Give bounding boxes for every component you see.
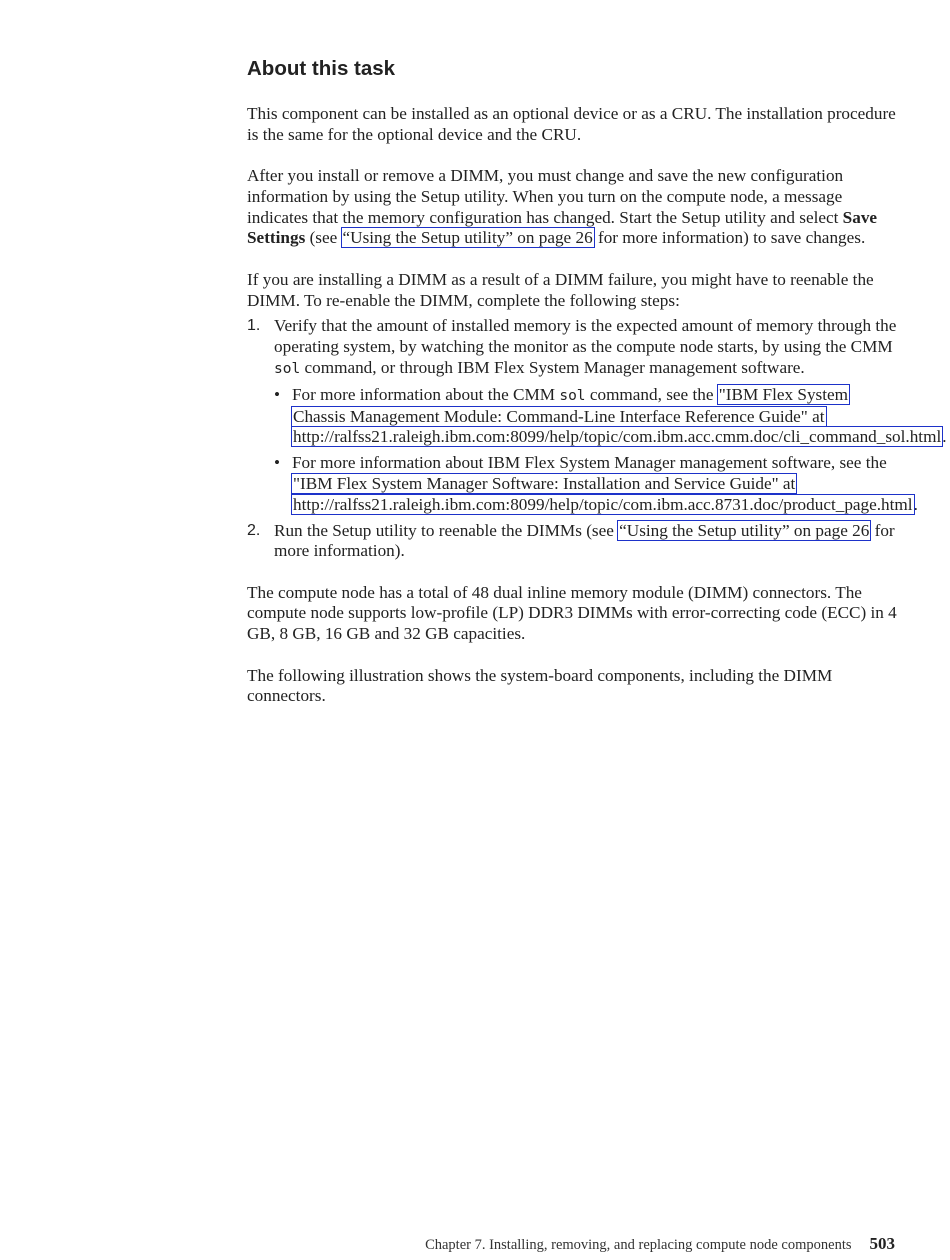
- step-number: 1.: [247, 317, 261, 335]
- bullet-text-before: For more information about IBM Flex System Manager management software, see the: [292, 453, 887, 473]
- paragraph-illustration-intro: The following illustration shows the system-board components, including the DIMM connectors.: [247, 665, 833, 706]
- step-text-before: Verify that the amount of installed memory is the expected amount of memory through the operating system, by watching the monitor as the compute node starts, by using the CMM: [274, 316, 897, 357]
- bullet-text-after: .: [942, 427, 947, 447]
- bullet-marker: •: [274, 384, 281, 404]
- step-item-2: [247, 521, 897, 563]
- bullet-text-before: For more information about the CMM: [292, 384, 560, 404]
- setup-utility-link[interactable]: “Using the Setup utility” on page 26: [619, 520, 870, 540]
- step-text-after: command, or through IBM Flex System Manager management software.: [300, 357, 805, 377]
- paragraph-setup-info: [247, 166, 897, 249]
- bullet-item-cmm: [274, 384, 947, 448]
- bullet-marker: •: [274, 453, 281, 473]
- step-item-1: [247, 316, 947, 515]
- footer-chapter-title: Chapter 7. Installing, removing, and replacing compute node components: [425, 1237, 852, 1253]
- steps-list: [247, 316, 947, 562]
- step-text-after: for more information).: [274, 520, 895, 561]
- page-footer: [0, 1234, 895, 1254]
- page-number: 503: [869, 1234, 895, 1253]
- setup-text-before: After you install or remove a DIMM, you must change and save the new configuration information by using the Setup utility. When you turn on the compute node, a message indicates that the memory configuration has changed. Start the Setup utility and select: [247, 166, 844, 227]
- setup-text-after: for more information) to save changes.: [593, 228, 866, 248]
- paragraph-reenable-intro: If you are installing a DIMM as a result of a DIMM failure, you might have to reenable the DIMM. To re-enable the DIMM, complete the following steps:: [247, 269, 874, 310]
- setup-text-mid: (see: [305, 228, 342, 248]
- save-settings-label: Save Settings: [247, 207, 878, 248]
- paragraph-cru-info: This component can be installed as an optional device or as a CRU. The installation procedure is the same for the optional device and the CRU.: [247, 104, 896, 144]
- setup-utility-link[interactable]: “Using the Setup utility” on page 26: [342, 228, 593, 248]
- section-heading: About this task: [247, 57, 396, 80]
- bullet-text-after: .: [913, 494, 918, 514]
- main-content: [247, 56, 947, 728]
- step-text-before: Run the Setup utility to reenable the DIMMs (see: [274, 520, 619, 540]
- step-bullet-list: [274, 384, 947, 516]
- cmm-cli-guide-link[interactable]: "IBM Flex System Chassis Management Module: Command-Line Interface Reference Guide" at http://ralfss21.raleigh.ibm.com:8099/help/topic/com.ibm.acc.cmm.doc/cli_command_sol.html: [293, 384, 942, 447]
- fsm-install-guide-link[interactable]: "IBM Flex System Manager Software: Installation and Service Guide" at http://ralfss21.raleigh.ibm.com:8099/help/topic/com.ibm.acc.8731.doc/product_page.html: [293, 473, 913, 514]
- sol-command-code: sol: [559, 387, 586, 404]
- step-number: 2.: [247, 521, 261, 539]
- bullet-text-mid: command, see the: [585, 384, 718, 404]
- paragraph-dimm-connectors: The compute node has a total of 48 dual inline memory module (DIMM) connectors. The compute node supports low-profile (LP) DDR3 DIMMs with error-correcting code (ECC) in 4 GB, 8 GB, 16 GB and 32 GB capacities.: [247, 582, 897, 644]
- sol-command-code: sol: [274, 360, 301, 377]
- bullet-item-fsm: [274, 453, 918, 515]
